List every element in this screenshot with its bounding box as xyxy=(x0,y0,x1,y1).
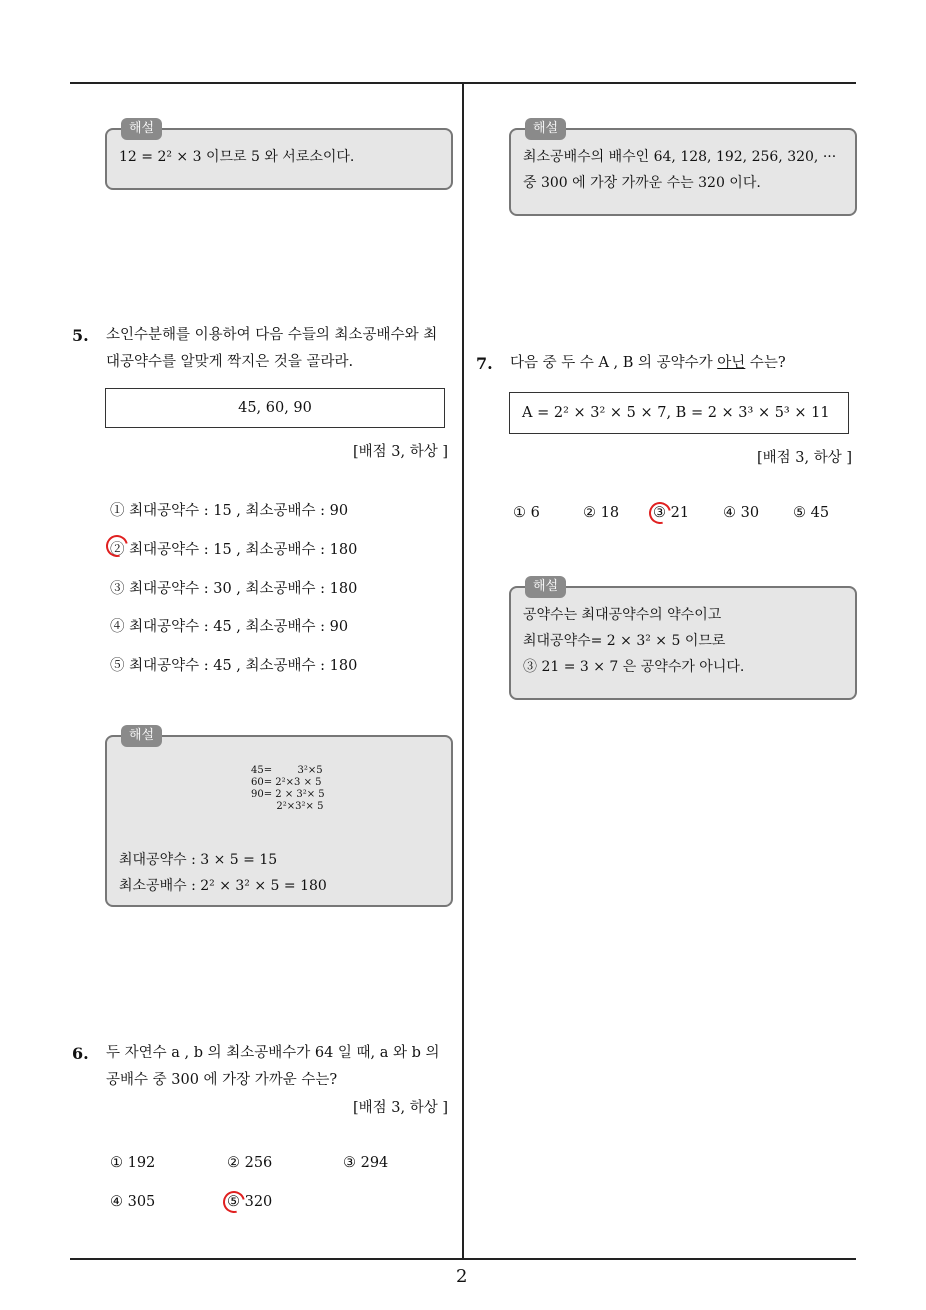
question-text-pre: 다음 중 두 수 A , B 의 공약수가 xyxy=(510,355,718,371)
question-text-post: 수는? xyxy=(745,355,786,371)
solution-line: 최소공배수 : 2² × 3² × 5 = 180 xyxy=(119,878,327,894)
solution-box-q6 xyxy=(509,121,857,216)
choice-q5-1[interactable]: ① 최대공약수 : 15 , 최소공배수 : 90 xyxy=(110,503,349,519)
solution-line: 최대공약수= 2 × 3² × 5 이므로 xyxy=(523,633,726,649)
question-number-7: 7. xyxy=(476,354,493,373)
given-numbers-frame xyxy=(105,388,445,428)
question-number-5: 5. xyxy=(72,326,89,345)
choice-q7-2[interactable]: ② 18 xyxy=(583,505,620,521)
page-number: 2 xyxy=(456,1266,468,1287)
choice-q6-2[interactable]: ② 256 xyxy=(227,1155,273,1171)
factorization-line: 60= 2²×3 × 5 xyxy=(251,777,322,788)
choice-q7-4[interactable]: ④ 30 xyxy=(723,505,760,521)
factorization-line: 45= 3²×5 xyxy=(251,765,323,776)
solution-tag: 해설 xyxy=(525,118,566,140)
question-text-5 xyxy=(106,322,458,376)
solution-line: 12 = 2² × 3 이므로 5 와 서로소이다. xyxy=(119,149,355,165)
solution-box-q5 xyxy=(105,728,453,907)
score-label-q6: [배점 3, 하상 ] xyxy=(352,1100,448,1116)
question-line: 소인수분해를 이용하여 다음 수들의 최소공배수와 최 xyxy=(106,327,438,343)
choice-q5-2[interactable]: ② 최대공약수 : 15 , 최소공배수 : 180 xyxy=(110,542,358,558)
question-text-6 xyxy=(106,1040,458,1094)
answer-mark-q6 xyxy=(219,1187,249,1217)
solution-line: 최대공약수 : 3 × 5 = 15 xyxy=(119,852,278,868)
solution-box-q7 xyxy=(509,579,857,700)
question-line: 대공약수를 알맞게 짝지은 것을 골라라. xyxy=(106,354,354,370)
given-expression-frame xyxy=(509,392,849,434)
answer-mark-q7 xyxy=(645,498,675,528)
score-label-q7: [배점 3, 하상 ] xyxy=(756,450,852,466)
question-line: 공배수 중 300 에 가장 가까운 수는? xyxy=(106,1072,338,1088)
choice-q6-4[interactable]: ④ 305 xyxy=(110,1194,156,1210)
solution-line: ③ 21 = 3 × 7 은 공약수가 아니다. xyxy=(523,659,745,675)
question-line: 두 자연수 a , b 의 최소공배수가 64 일 때, a 와 b 의 xyxy=(106,1045,440,1061)
choice-q6-5[interactable]: ⑤ 320 xyxy=(227,1194,273,1210)
solution-tag: 해설 xyxy=(121,118,162,140)
choice-q5-4[interactable]: ④ 최대공약수 : 45 , 최소공배수 : 90 xyxy=(110,619,349,635)
choice-q6-3[interactable]: ③ 294 xyxy=(343,1155,389,1171)
given-numbers: 45, 60, 90 xyxy=(238,400,312,416)
solution-tag: 해설 xyxy=(121,725,162,747)
question-number-6: 6. xyxy=(72,1044,89,1063)
choice-q6-1[interactable]: ① 192 xyxy=(110,1155,156,1171)
choice-q5-5[interactable]: ⑤ 최대공약수 : 45 , 최소공배수 : 180 xyxy=(110,658,358,674)
choice-q7-3[interactable]: ③ 21 xyxy=(653,505,690,521)
given-expression: A = 2² × 3² × 5 × 7, B = 2 × 3³ × 5³ × 11 xyxy=(522,405,830,421)
score-label-q5: [배점 3, 하상 ] xyxy=(352,444,448,460)
choice-q5-3[interactable]: ③ 최대공약수 : 30 , 최소공배수 : 180 xyxy=(110,581,358,597)
choice-q7-5[interactable]: ⑤ 45 xyxy=(793,505,830,521)
factorization-figure xyxy=(119,751,439,821)
factorization-line: 90= 2 × 3²× 5 xyxy=(251,789,325,800)
bottom-rule xyxy=(70,1258,856,1260)
factorization-line: 2²×3²× 5 xyxy=(251,801,324,812)
question-text-7 xyxy=(510,350,850,377)
solution-box-q4 xyxy=(105,121,453,190)
solution-line: 최소공배수의 배수인 64, 128, 192, 256, 320, ··· xyxy=(523,149,837,165)
solution-line: 중 300 에 가장 가까운 수는 320 이다. xyxy=(523,175,761,191)
choice-q7-1[interactable]: ① 6 xyxy=(513,505,540,521)
solution-line: 공약수는 최대공약수의 약수이고 xyxy=(523,607,722,623)
question-underlined-word: 아닌 xyxy=(717,355,746,371)
column-divider xyxy=(462,82,464,1260)
solution-tag: 해설 xyxy=(525,576,566,598)
